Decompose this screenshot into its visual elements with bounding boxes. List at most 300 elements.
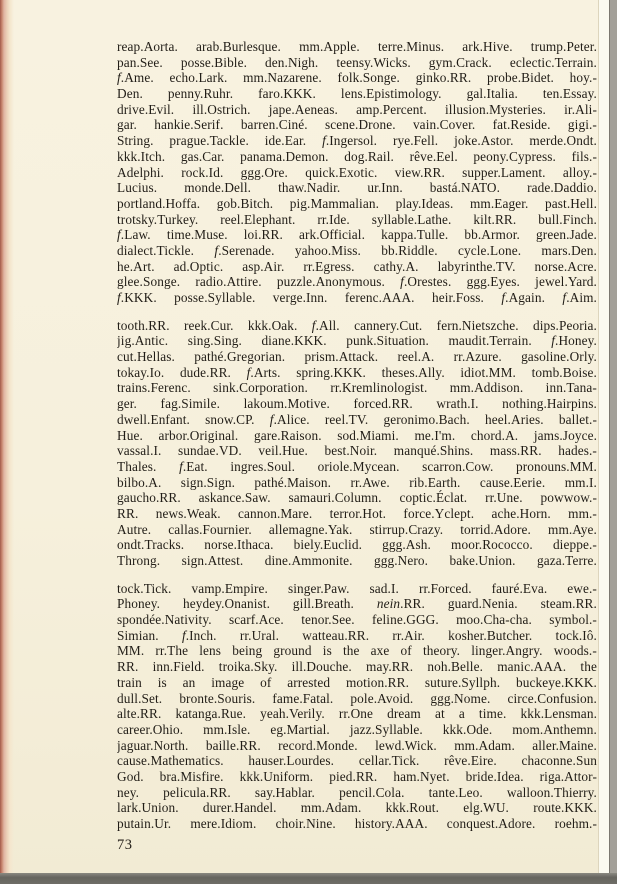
word: spondée.Nativity. bbox=[117, 612, 212, 628]
word: jig.Antic. bbox=[117, 333, 169, 349]
word: f.KKK. bbox=[117, 290, 157, 305]
word: eclectic.Terrain. bbox=[509, 54, 597, 70]
word: bronte.Souris. bbox=[179, 690, 256, 706]
text-line bbox=[117, 738, 597, 754]
word: route.KKK. bbox=[533, 800, 597, 816]
word: mass.RR. bbox=[489, 443, 542, 459]
word: ballet.- bbox=[558, 411, 597, 427]
word: sundae.VD. bbox=[178, 443, 242, 459]
text-line bbox=[117, 180, 597, 196]
word: riga.Attor- bbox=[539, 768, 597, 784]
word: circe.Confusion. bbox=[507, 690, 597, 706]
word: Autre. bbox=[117, 521, 152, 537]
word: suture.Syllph. bbox=[424, 674, 501, 690]
word: Simian. bbox=[117, 627, 159, 643]
word: mm.Nazarene. bbox=[243, 70, 322, 86]
word: terre.Minus. bbox=[377, 39, 445, 54]
word: katanga.Rue. bbox=[175, 706, 247, 722]
word: asp.Air. bbox=[242, 258, 285, 274]
text-line bbox=[117, 396, 597, 412]
word: f.All. bbox=[311, 317, 340, 333]
word: jape.Aeneas. bbox=[268, 101, 338, 117]
text-line bbox=[117, 816, 597, 832]
word: portland.Hoffa. bbox=[117, 195, 201, 211]
word: cause.Mathematics. bbox=[117, 753, 224, 769]
word: askance.Saw. bbox=[198, 490, 271, 506]
text-line bbox=[117, 769, 597, 785]
word: trains.Ferenc. bbox=[117, 380, 191, 396]
word: is bbox=[322, 643, 332, 659]
word: history.AAA. bbox=[354, 816, 428, 831]
word: puzzle.Anonymous. bbox=[276, 274, 385, 290]
text-line bbox=[117, 165, 597, 181]
word: reel.A. bbox=[397, 349, 435, 365]
word: heel.Aries. bbox=[485, 411, 544, 427]
scanner-background-edge bbox=[609, 0, 617, 874]
word: syllable.Lathe. bbox=[371, 211, 452, 227]
word: folk.Songe. bbox=[337, 70, 400, 86]
word: pronouns.MM. bbox=[515, 458, 597, 474]
word: veil.Hue. bbox=[258, 443, 308, 459]
word: record.Monde. bbox=[278, 737, 358, 753]
word: motion.RR. bbox=[345, 674, 410, 690]
word: scarron.Cow. bbox=[422, 458, 494, 474]
word: rib.Earth. bbox=[409, 474, 461, 490]
word: f.Law. bbox=[117, 227, 151, 243]
word: kkk.Lensman. bbox=[520, 706, 597, 722]
word: rr.Kremlinologist. bbox=[330, 380, 428, 396]
word: dream bbox=[387, 706, 421, 722]
word: theses.Ally. bbox=[381, 364, 445, 380]
word: conquest.Adore. bbox=[446, 816, 536, 831]
word: time. bbox=[478, 706, 507, 722]
word: stirrup.Crazy. bbox=[369, 521, 444, 537]
text-line bbox=[117, 785, 597, 801]
word: forced.RR. bbox=[353, 396, 413, 412]
word: walloon.Thierry. bbox=[506, 784, 597, 800]
word: rêve.Eel. bbox=[409, 148, 458, 164]
word: pelicula.RR. bbox=[163, 784, 231, 800]
text-line bbox=[117, 753, 597, 769]
word: callas.Fournier. bbox=[168, 521, 252, 537]
word: f.Ingersol. bbox=[322, 133, 378, 149]
word: dieppe.- bbox=[552, 537, 597, 553]
word: vassal.I. bbox=[117, 443, 162, 459]
word: trotsky.Turkey. bbox=[117, 211, 199, 227]
word: kkk.Oak. bbox=[247, 317, 298, 333]
word: sink.Corporation. bbox=[213, 380, 308, 396]
word: cannery.Cut. bbox=[354, 317, 423, 333]
text-line bbox=[117, 537, 597, 553]
word: biely.Euclid. bbox=[293, 537, 363, 553]
word: tock.Tick. bbox=[117, 580, 172, 596]
word: tomb.Boise. bbox=[531, 364, 597, 380]
word: bra.Misfire. bbox=[159, 768, 224, 784]
word: f.Arts. bbox=[246, 364, 281, 380]
word: ide.Ear. bbox=[264, 133, 307, 149]
text-line bbox=[117, 227, 597, 243]
word: echo.Lark. bbox=[169, 70, 228, 86]
word: merde.Ondt. bbox=[529, 133, 597, 149]
word: pan.See. bbox=[117, 54, 163, 70]
word: scarf.Ace. bbox=[228, 612, 284, 628]
word: rr.Une. bbox=[485, 490, 523, 506]
word: lark.Union. bbox=[117, 800, 179, 816]
word: play.Ideas. bbox=[395, 195, 454, 211]
word: he.Art. bbox=[117, 258, 155, 274]
word: woods.- bbox=[553, 643, 597, 659]
word: me.I'm. bbox=[414, 427, 456, 443]
text-line bbox=[117, 428, 597, 444]
word: gaza.Terre. bbox=[536, 553, 597, 568]
word: ggg.Ash. bbox=[382, 537, 431, 553]
word: f.Serenade. bbox=[214, 242, 275, 258]
word: illusion.Mysteries. bbox=[445, 101, 546, 117]
word: time.Muse. bbox=[166, 227, 228, 243]
word: mm.Aye. bbox=[548, 521, 597, 537]
word: quick.Exotic. bbox=[305, 164, 378, 180]
word: bastá.NATO. bbox=[429, 180, 501, 196]
word: rr.One bbox=[338, 706, 374, 722]
word: arab.Burlesque. bbox=[196, 39, 281, 54]
word: wrath.I. bbox=[436, 396, 479, 412]
word: fauré.Eva. bbox=[491, 580, 548, 596]
word: fern.Nietszche. bbox=[436, 317, 519, 333]
text-line bbox=[117, 212, 597, 228]
word: God. bbox=[117, 768, 144, 784]
word: chord.A. bbox=[470, 427, 519, 443]
word: hauser.Lourdes. bbox=[248, 753, 335, 769]
word: image bbox=[211, 674, 245, 690]
word: f.Ame. bbox=[117, 70, 154, 86]
word: vamp.Empire. bbox=[191, 580, 268, 596]
word: rr.Forced. bbox=[418, 580, 472, 596]
word: ark.Official. bbox=[298, 227, 365, 243]
text-line bbox=[117, 70, 597, 86]
word: ggg.Ore. bbox=[240, 164, 288, 180]
word: ham.Nyet. bbox=[393, 768, 450, 784]
word: tokay.Io. bbox=[117, 364, 165, 380]
word: ggg.Nome. bbox=[430, 690, 491, 706]
word: pig.Mammalian. bbox=[289, 195, 380, 211]
word: norse.Acre. bbox=[534, 258, 597, 274]
word: news.Weak. bbox=[155, 505, 221, 521]
word: ggg.Eyes. bbox=[466, 274, 520, 290]
word: supper.Lament. bbox=[462, 164, 546, 180]
word: yahoo.Miss. bbox=[294, 242, 361, 258]
word: inn.Tana- bbox=[545, 380, 597, 396]
word: heir.Foss. bbox=[432, 290, 484, 305]
word: reel.Elephant. bbox=[220, 211, 296, 227]
word: reek.Cur. bbox=[183, 317, 234, 333]
word: kkk.Itch. bbox=[117, 148, 166, 164]
word: symbol.- bbox=[549, 612, 597, 628]
word: aller.Maine. bbox=[532, 737, 597, 753]
text-line bbox=[117, 459, 597, 475]
word: faro.KKK. bbox=[258, 86, 316, 102]
page-number: 73 bbox=[117, 837, 133, 853]
word: cycle.Lone. bbox=[458, 242, 522, 258]
word: cathy.A. bbox=[373, 258, 419, 274]
word: tante.Leo. bbox=[428, 784, 483, 800]
word: cannon.Mare. bbox=[237, 505, 313, 521]
word: of bbox=[400, 643, 412, 659]
word: hankie.Serif. bbox=[154, 117, 224, 133]
word: pathé.Gregorian. bbox=[194, 349, 286, 365]
word: kosher.Butcher. bbox=[448, 627, 533, 643]
word: jaguar.North. bbox=[117, 737, 189, 753]
word: bull.Finch. bbox=[538, 211, 597, 227]
word: lewd.Wick. bbox=[375, 737, 437, 753]
text-line bbox=[117, 333, 597, 349]
word: train bbox=[117, 674, 142, 690]
word: dips.Peoria. bbox=[532, 317, 597, 333]
word: allemagne.Yak. bbox=[268, 521, 353, 537]
word: f.Honey. bbox=[551, 333, 597, 349]
word: fat.Reside. bbox=[492, 117, 551, 133]
word: hades.- bbox=[558, 443, 597, 459]
text-line bbox=[117, 412, 597, 428]
word: reel.TV. bbox=[324, 411, 369, 427]
word: feline.GGG. bbox=[371, 612, 439, 628]
word: mm.Isle. bbox=[203, 721, 251, 737]
word: bake.Union. bbox=[449, 553, 516, 568]
word: amp.Percent. bbox=[356, 101, 427, 117]
word: dude.RR. bbox=[179, 364, 231, 380]
text-line bbox=[117, 196, 597, 212]
word: ir.Ali- bbox=[564, 101, 597, 117]
text-line bbox=[117, 243, 597, 259]
text-line bbox=[117, 628, 597, 644]
text-line bbox=[117, 612, 597, 628]
word: choir.Nine. bbox=[275, 816, 336, 831]
word: baille.RR. bbox=[205, 737, 261, 753]
word: coptic.Éclat. bbox=[399, 490, 468, 506]
word: den.Nigh. bbox=[265, 54, 319, 70]
text-line bbox=[117, 117, 597, 133]
word: bb.Riddle. bbox=[381, 242, 438, 258]
word: ad.Optic. bbox=[173, 258, 224, 274]
word: theory. bbox=[422, 643, 461, 659]
text-line bbox=[117, 522, 597, 538]
word: ginko.RR. bbox=[415, 70, 472, 86]
word: mars.Den. bbox=[541, 242, 597, 258]
word: teensy.Wicks. bbox=[336, 54, 411, 70]
word: pole.Avoid. bbox=[350, 690, 414, 706]
word: labyrinthe.TV. bbox=[437, 258, 516, 274]
text-line bbox=[117, 380, 597, 396]
text-line bbox=[117, 55, 597, 71]
text-line bbox=[117, 102, 597, 118]
word: tenor.See. bbox=[301, 612, 355, 628]
word: prism.Attack. bbox=[304, 349, 379, 365]
word: best.Noir. bbox=[324, 443, 378, 459]
word: gaucho.RR. bbox=[117, 490, 181, 506]
word: kkk.Rout. bbox=[385, 800, 439, 816]
text-line bbox=[117, 349, 597, 365]
word: spring.KKK. bbox=[296, 364, 366, 380]
word: linger.Angry. bbox=[471, 643, 543, 659]
word: view.RR. bbox=[394, 164, 445, 180]
word: jewel.Yard. bbox=[535, 274, 597, 290]
word: ewe.- bbox=[567, 580, 597, 596]
word: career.Ohio. bbox=[117, 721, 184, 737]
word: mm.Apple. bbox=[299, 39, 360, 54]
word: hoy.- bbox=[569, 70, 597, 86]
word: ingres.Soul. bbox=[230, 458, 296, 474]
word: f.Again. bbox=[501, 290, 546, 305]
text-paragraph bbox=[117, 318, 597, 569]
word: maudit.Terrain. bbox=[448, 333, 532, 349]
text-line bbox=[117, 706, 597, 722]
word: lakoum.Motive. bbox=[243, 396, 330, 412]
word: the bbox=[580, 659, 597, 675]
scan-bottom-edge bbox=[0, 873, 617, 884]
text-line bbox=[117, 659, 597, 675]
word: ondt.Tracks. bbox=[117, 537, 185, 553]
word: mm.I. bbox=[564, 474, 597, 490]
word: mm.Adam. bbox=[454, 737, 515, 753]
word: mm.Adam. bbox=[300, 800, 362, 816]
text-line bbox=[117, 443, 597, 459]
text-line bbox=[117, 274, 597, 290]
word: nothing.Hairpins. bbox=[502, 396, 597, 412]
word: gasoline.Orly. bbox=[521, 349, 597, 365]
word: ur.Inn. bbox=[367, 180, 403, 196]
word: prague.Tackle. bbox=[169, 133, 249, 149]
word: rr.Ural. bbox=[239, 627, 280, 643]
word: sign.Attest. bbox=[181, 553, 244, 568]
word: kkk.Uniform. bbox=[239, 768, 314, 784]
word: Adelphi. bbox=[117, 164, 164, 180]
word: ache.Horn. bbox=[491, 505, 551, 521]
word: lens bbox=[199, 643, 222, 659]
text-block bbox=[117, 39, 597, 832]
word: ney. bbox=[117, 784, 140, 800]
word: tock.Iô. bbox=[555, 627, 597, 643]
text-line bbox=[117, 490, 597, 506]
word: manic.AAA. bbox=[497, 659, 567, 675]
word: arrested bbox=[287, 674, 331, 690]
text-line bbox=[117, 675, 597, 691]
word: rr.Egress. bbox=[303, 258, 355, 274]
word: sing.Sing. bbox=[187, 333, 242, 349]
word: the bbox=[342, 643, 360, 659]
word: yeah.Verily. bbox=[260, 706, 325, 722]
word: Lucius. bbox=[117, 180, 158, 196]
word: rr.Air. bbox=[392, 627, 425, 643]
word: bilbo.A. bbox=[117, 474, 162, 490]
word: jazz.Syllable. bbox=[349, 721, 423, 737]
word: ten.Essay. bbox=[542, 86, 597, 102]
word: Throng. bbox=[117, 553, 161, 568]
text-line bbox=[117, 553, 597, 569]
word: kkk.Ode. bbox=[442, 721, 493, 737]
word: inn.Field. bbox=[152, 659, 205, 675]
word: verge.Inn. bbox=[272, 290, 328, 305]
word: axe bbox=[370, 643, 390, 659]
word: gym.Crack. bbox=[428, 54, 492, 70]
word: peony.Cypress. bbox=[473, 148, 556, 164]
book-spine-edge bbox=[0, 0, 14, 884]
word: bb.Armor. bbox=[464, 227, 520, 243]
word: past.Hell. bbox=[545, 195, 597, 211]
word: rock.Id. bbox=[181, 164, 224, 180]
word: reap.Aorta. bbox=[117, 39, 178, 54]
word: Thales. bbox=[117, 458, 157, 474]
word: eg.Martial. bbox=[270, 721, 330, 737]
word: RR. bbox=[117, 659, 139, 675]
word: force.Yclept. bbox=[403, 505, 475, 521]
text-line bbox=[117, 318, 597, 334]
word: bride.Idea. bbox=[465, 768, 524, 784]
text-line bbox=[117, 39, 597, 55]
word: powwow.- bbox=[540, 490, 597, 506]
word: mm.Addison. bbox=[449, 380, 524, 396]
word: rr.Awe. bbox=[350, 474, 390, 490]
word: mm.Eager. bbox=[469, 195, 529, 211]
word: moor.Rococco. bbox=[451, 537, 533, 553]
word: ger. bbox=[117, 396, 137, 412]
word: moo.Cha-cha. bbox=[456, 612, 532, 628]
word: vain.Cover. bbox=[412, 117, 476, 133]
word: probe.Bidet. bbox=[486, 70, 554, 86]
text-line bbox=[117, 596, 597, 612]
word: fag.Simile. bbox=[160, 396, 220, 412]
word: ferenc.AAA. bbox=[344, 290, 415, 305]
word: f.Eat. bbox=[179, 458, 208, 474]
word: joke.Astor. bbox=[454, 133, 514, 149]
text-line bbox=[117, 475, 597, 491]
text-line bbox=[117, 149, 597, 165]
word: geronimo.Bach. bbox=[383, 411, 470, 427]
text-paragraph bbox=[117, 39, 597, 306]
word: pencil.Cola. bbox=[339, 784, 405, 800]
word: cut.Hellas. bbox=[117, 349, 175, 365]
word: rêve.Eire. bbox=[444, 753, 497, 769]
word: alte.RR. bbox=[117, 706, 162, 722]
word: rr.Ide. bbox=[317, 211, 350, 227]
word: say.Hablar. bbox=[254, 784, 315, 800]
word: rade.Daddio. bbox=[527, 180, 597, 196]
text-line bbox=[117, 133, 597, 149]
word: rr.Azure. bbox=[453, 349, 502, 365]
word: mm.- bbox=[568, 505, 597, 521]
word: being bbox=[232, 643, 263, 659]
word: of bbox=[260, 674, 272, 690]
word: guard.Nenia. bbox=[447, 596, 518, 612]
word: buckeye.KKK. bbox=[516, 674, 597, 690]
word: sign.Sign. bbox=[180, 474, 235, 490]
word: noh.Belle. bbox=[427, 659, 484, 675]
word: ggg.Nero. bbox=[374, 553, 429, 568]
word: sad.I. bbox=[369, 580, 399, 596]
word: fame.Fatal. bbox=[272, 690, 334, 706]
word: rr.The bbox=[155, 643, 189, 659]
word: mere.Idiom. bbox=[190, 816, 257, 831]
word: monde.Dell. bbox=[184, 180, 252, 196]
word: dine.Ammonite. bbox=[264, 553, 353, 568]
word: steam.RR. bbox=[540, 596, 597, 612]
text-line bbox=[117, 506, 597, 522]
word: penny.Ruhr. bbox=[167, 86, 234, 102]
word: pied.RR. bbox=[329, 768, 378, 784]
text-line bbox=[117, 290, 597, 306]
word: arbor.Original. bbox=[158, 427, 239, 443]
word: panama.Demon. bbox=[240, 148, 329, 164]
word: cellar.Tick. bbox=[358, 753, 420, 769]
text-line bbox=[117, 691, 597, 707]
